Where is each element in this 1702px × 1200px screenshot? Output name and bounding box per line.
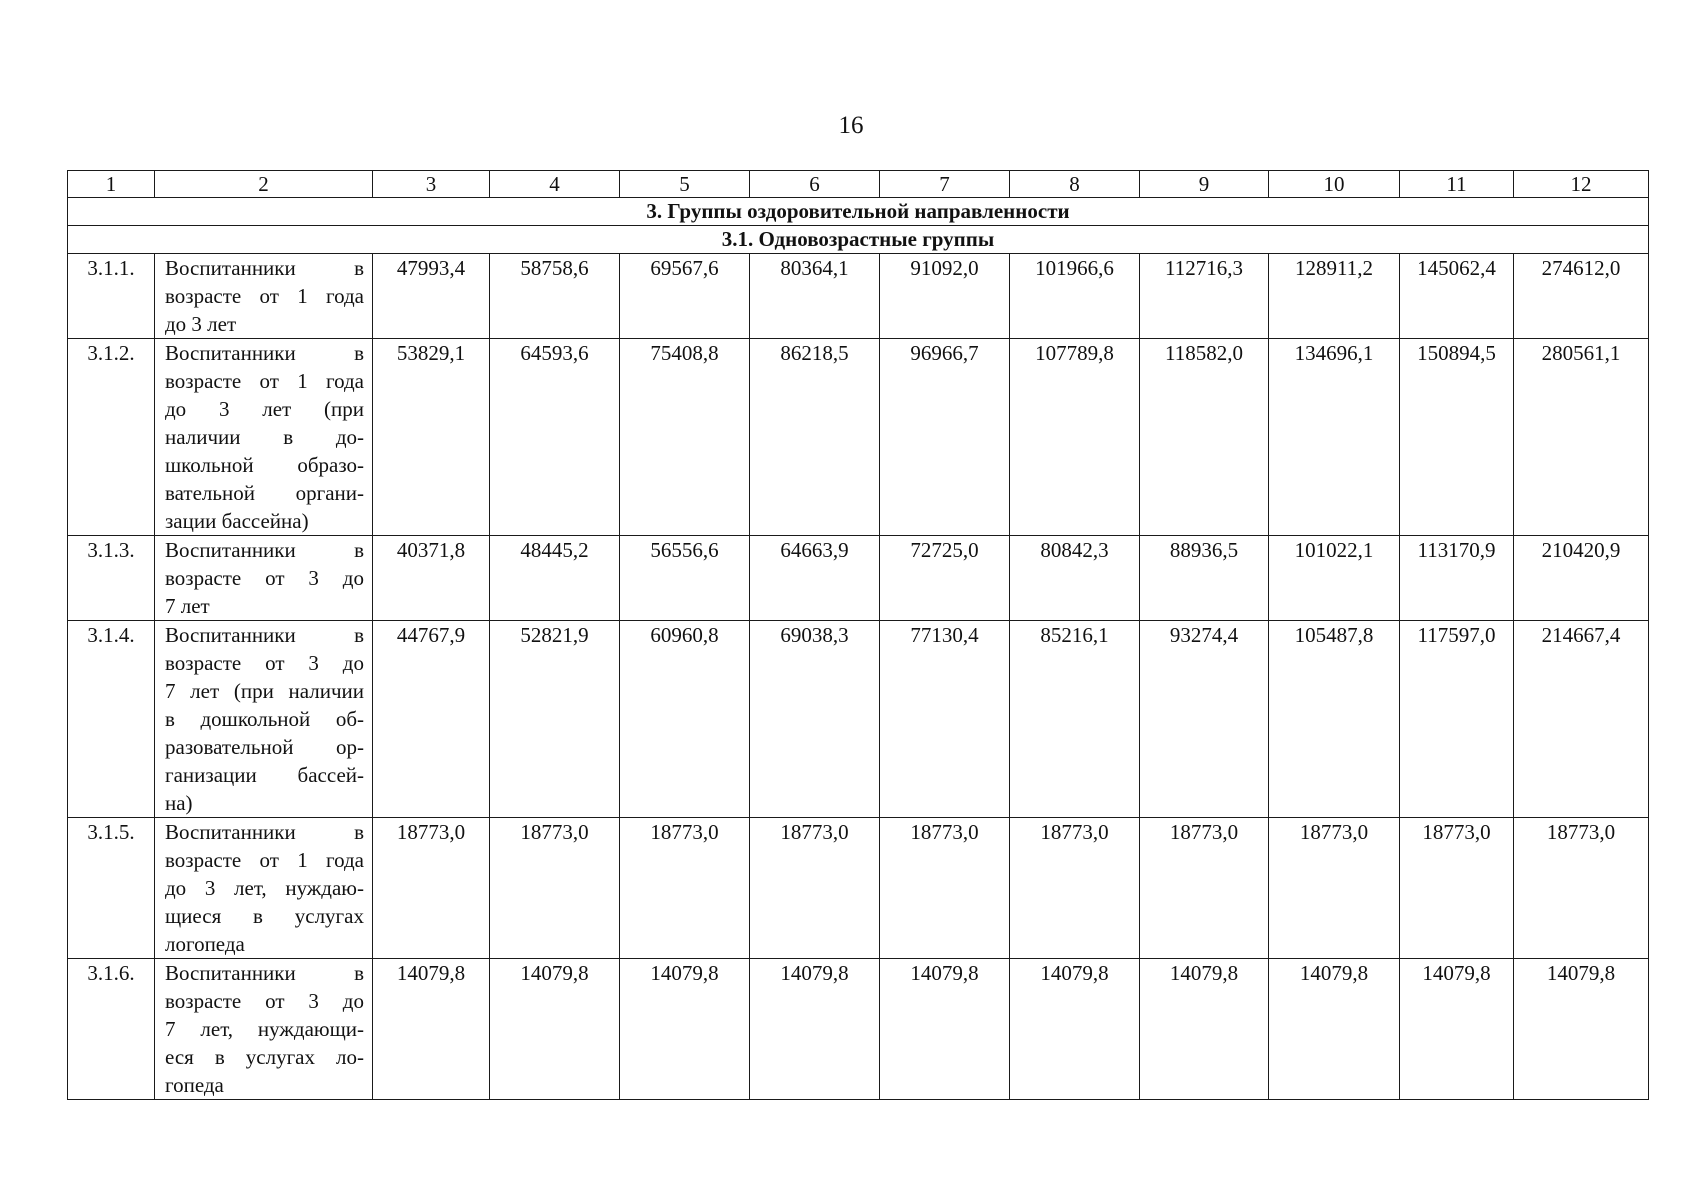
tariff-table-container — [67, 170, 1648, 1100]
value-cell: 14079,8 — [750, 959, 880, 1100]
value-cell: 128911,2 — [1269, 254, 1400, 339]
description-line: наличии в до- — [165, 425, 364, 449]
value-cell: 14079,8 — [490, 959, 620, 1100]
value-cell: 52821,9 — [490, 621, 620, 818]
description-line: Воспитанники в — [165, 256, 364, 280]
value-cell: 113170,9 — [1400, 536, 1514, 621]
subsection-title: 3.1. Одновозрастные группы — [68, 226, 1649, 254]
value-cell: 14079,8 — [1514, 959, 1649, 1100]
row-code: 3.1.3. — [68, 536, 155, 621]
value-cell: 77130,4 — [880, 621, 1010, 818]
row-code: 3.1.4. — [68, 621, 155, 818]
description-line: щиеся в услугах — [165, 904, 364, 928]
value-cell: 18773,0 — [1269, 818, 1400, 959]
value-cell: 134696,1 — [1269, 339, 1400, 536]
value-cell: 18773,0 — [620, 818, 750, 959]
value-cell: 58758,6 — [490, 254, 620, 339]
value-cell: 56556,6 — [620, 536, 750, 621]
column-number-cell: 4 — [490, 171, 620, 198]
value-cell: 48445,2 — [490, 536, 620, 621]
description-line: возрасте от 3 до — [165, 989, 364, 1013]
value-cell: 118582,0 — [1140, 339, 1269, 536]
description-line: до 3 лет, нуждаю- — [165, 876, 364, 900]
value-cell: 280561,1 — [1514, 339, 1649, 536]
row-description — [155, 536, 373, 621]
value-cell: 14079,8 — [880, 959, 1010, 1100]
column-number-cell: 8 — [1010, 171, 1140, 198]
value-cell: 18773,0 — [1400, 818, 1514, 959]
column-number-cell: 3 — [373, 171, 490, 198]
value-cell: 69038,3 — [750, 621, 880, 818]
row-code: 3.1.6. — [68, 959, 155, 1100]
value-cell: 88936,5 — [1140, 536, 1269, 621]
column-number-cell: 2 — [155, 171, 373, 198]
description-line: 7 лет (при наличии — [165, 679, 364, 703]
column-number-cell: 7 — [880, 171, 1010, 198]
column-number-cell: 5 — [620, 171, 750, 198]
column-number-cell: 6 — [750, 171, 880, 198]
value-cell: 14079,8 — [1010, 959, 1140, 1100]
description-line: возрасте от 1 года — [165, 284, 364, 308]
row-description — [155, 339, 373, 536]
row-description — [155, 959, 373, 1100]
section-title-row — [68, 198, 1649, 226]
value-cell: 14079,8 — [620, 959, 750, 1100]
description-line: возрасте от 1 года — [165, 848, 364, 872]
value-cell: 60960,8 — [620, 621, 750, 818]
value-cell: 105487,8 — [1269, 621, 1400, 818]
row-description — [155, 818, 373, 959]
description-line: Воспитанники в — [165, 623, 364, 647]
description-line: Воспитанники в — [165, 538, 364, 562]
row-code: 3.1.1. — [68, 254, 155, 339]
value-cell: 53829,1 — [373, 339, 490, 536]
table-row — [68, 339, 1649, 536]
value-cell: 64593,6 — [490, 339, 620, 536]
value-cell: 18773,0 — [1514, 818, 1649, 959]
table-row — [68, 536, 1649, 621]
row-code: 3.1.5. — [68, 818, 155, 959]
value-cell: 112716,3 — [1140, 254, 1269, 339]
value-cell: 40371,8 — [373, 536, 490, 621]
description-line: школьной образо- — [165, 453, 364, 477]
column-number-cell: 9 — [1140, 171, 1269, 198]
value-cell: 14079,8 — [373, 959, 490, 1100]
description-line: зации бассейна) — [165, 509, 309, 533]
value-cell: 18773,0 — [880, 818, 1010, 959]
description-line: Воспитанники в — [165, 341, 364, 365]
row-description — [155, 621, 373, 818]
column-number-cell: 12 — [1514, 171, 1649, 198]
value-cell: 145062,4 — [1400, 254, 1514, 339]
value-cell: 18773,0 — [750, 818, 880, 959]
description-line: ганизации бассей- — [165, 763, 364, 787]
description-line: возрасте от 3 до — [165, 651, 364, 675]
description-line: 7 лет — [165, 594, 210, 618]
description-line: до 3 лет (при — [165, 397, 364, 421]
description-line: логопеда — [165, 932, 245, 956]
table-row — [68, 818, 1649, 959]
value-cell: 47993,4 — [373, 254, 490, 339]
value-cell: 86218,5 — [750, 339, 880, 536]
value-cell: 18773,0 — [1140, 818, 1269, 959]
value-cell: 91092,0 — [880, 254, 1010, 339]
table-row — [68, 621, 1649, 818]
value-cell: 150894,5 — [1400, 339, 1514, 536]
value-cell: 96966,7 — [880, 339, 1010, 536]
value-cell: 101022,1 — [1269, 536, 1400, 621]
subsection-title-row — [68, 226, 1649, 254]
description-line: возрасте от 3 до — [165, 566, 364, 590]
value-cell: 274612,0 — [1514, 254, 1649, 339]
section-title: 3. Группы оздоровительной направленности — [68, 198, 1649, 226]
value-cell: 80364,1 — [750, 254, 880, 339]
value-cell: 14079,8 — [1400, 959, 1514, 1100]
value-cell: 210420,9 — [1514, 536, 1649, 621]
description-line: на) — [165, 791, 193, 815]
tariff-table — [67, 170, 1649, 1100]
description-line: Воспитанники в — [165, 820, 364, 844]
page-number: 16 — [838, 112, 864, 139]
description-line: гопеда — [165, 1073, 224, 1097]
value-cell: 214667,4 — [1514, 621, 1649, 818]
description-line: возрасте от 1 года — [165, 369, 364, 393]
value-cell: 18773,0 — [373, 818, 490, 959]
value-cell: 14079,8 — [1140, 959, 1269, 1100]
column-number-cell: 11 — [1400, 171, 1514, 198]
value-cell: 69567,6 — [620, 254, 750, 339]
column-number-cell: 10 — [1269, 171, 1400, 198]
value-cell: 18773,0 — [1010, 818, 1140, 959]
value-cell: 44767,9 — [373, 621, 490, 818]
description-line: разовательной ор- — [165, 735, 364, 759]
value-cell: 18773,0 — [490, 818, 620, 959]
row-description — [155, 254, 373, 339]
value-cell: 101966,6 — [1010, 254, 1140, 339]
description-line: Воспитанники в — [165, 961, 364, 985]
value-cell: 117597,0 — [1400, 621, 1514, 818]
description-line: 7 лет, нуждающи- — [165, 1017, 364, 1041]
value-cell: 93274,4 — [1140, 621, 1269, 818]
column-number-cell: 1 — [68, 171, 155, 198]
value-cell: 75408,8 — [620, 339, 750, 536]
row-code: 3.1.2. — [68, 339, 155, 536]
column-number-row — [68, 171, 1649, 198]
value-cell: 14079,8 — [1269, 959, 1400, 1100]
table-row — [68, 254, 1649, 339]
value-cell: 80842,3 — [1010, 536, 1140, 621]
description-line: еся в услугах ло- — [165, 1045, 364, 1069]
value-cell: 107789,8 — [1010, 339, 1140, 536]
value-cell: 85216,1 — [1010, 621, 1140, 818]
value-cell: 64663,9 — [750, 536, 880, 621]
value-cell: 72725,0 — [880, 536, 1010, 621]
description-line: до 3 лет — [165, 312, 237, 336]
description-line: в дошкольной об- — [165, 707, 364, 731]
description-line: вательной органи- — [165, 481, 364, 505]
table-row — [68, 959, 1649, 1100]
